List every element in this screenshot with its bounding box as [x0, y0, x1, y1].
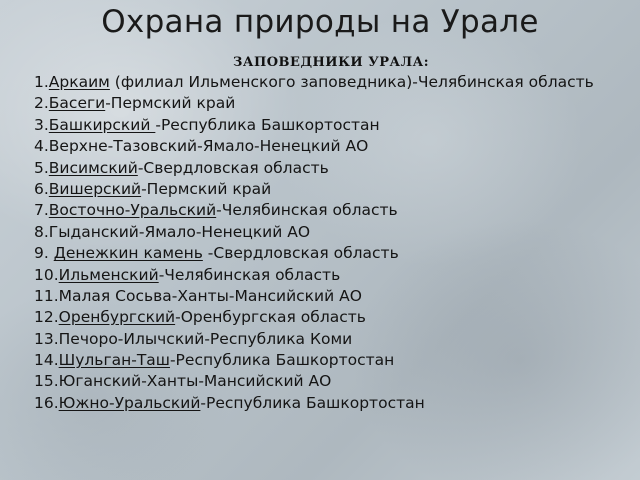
list-item [34, 352, 624, 369]
list-item [34, 74, 624, 91]
item-number: 14. [34, 351, 59, 370]
reserve-name: Печоро-Илычский [58, 329, 205, 348]
item-region: -Пермский край [141, 179, 272, 198]
item-region: -Свердловская область [137, 158, 329, 177]
reserve-name: Верхне-Тазовский [48, 137, 198, 156]
list-item [34, 288, 624, 305]
list-item [34, 373, 624, 390]
reserve-link-orenburgsky[interactable]: Оренбургский [58, 308, 176, 327]
reserve-link-denezhkin-kamen[interactable]: Денежкин камень [53, 244, 203, 263]
slide-subtitle: ЗАПОВЕДНИКИ УРАЛА: [232, 55, 429, 70]
reserve-link-bashkirsky[interactable]: Башкирский [48, 115, 156, 134]
item-number: 2. [34, 94, 49, 113]
reserve-link-ilmensky[interactable]: Ильменский [58, 265, 159, 284]
item-number: 9. [34, 244, 54, 263]
item-number: 16. [34, 393, 59, 412]
list-item [34, 395, 624, 412]
item-region: -Республика Башкортостан [200, 393, 425, 412]
item-number: 3. [34, 115, 49, 134]
item-region: -Пермский край [105, 94, 236, 113]
item-number: 1. [34, 73, 49, 91]
list-item [34, 224, 624, 241]
slide-title: Охрана природы на Урале [101, 4, 539, 40]
reserve-link-vishersky[interactable]: Вишерский [48, 179, 142, 198]
list-item [34, 245, 624, 262]
item-region: -Оренбургская область [175, 308, 366, 327]
reserve-list [34, 74, 624, 416]
item-region: (филиал Ильменского заповедника)-Челябинская область [109, 73, 594, 91]
item-number: 15. [34, 372, 59, 391]
reserve-link-vostochno-uralsky[interactable]: Восточно-Уральский [48, 201, 217, 220]
item-number: 5. [34, 158, 49, 177]
list-item [34, 267, 624, 284]
list-item [34, 331, 624, 348]
reserve-link-visimsky[interactable]: Висимский [48, 158, 138, 177]
item-number: 4. [34, 137, 49, 156]
reserve-link-shulgan-tash[interactable]: Шульган-Таш [58, 351, 170, 370]
list-item [34, 202, 624, 219]
item-number: 10. [34, 265, 59, 284]
reserve-name: Юганский [58, 372, 142, 391]
item-region: -Челябинская область [216, 201, 398, 220]
list-item [34, 160, 624, 177]
reserve-link-basegi[interactable]: Басеги [48, 94, 106, 113]
reserve-name: Гыданский [48, 222, 139, 241]
reserve-link-arkaim[interactable]: Аркаим [48, 73, 110, 91]
item-number: 12. [34, 308, 59, 327]
item-number: 8. [34, 222, 49, 241]
reserve-link-yuzhno-uralsky[interactable]: Южно-Уральский [58, 393, 201, 412]
item-region: -Республика Коми [204, 329, 353, 348]
list-item [34, 117, 624, 134]
item-region: -Ямало-Ненецкий АО [197, 137, 369, 156]
item-region: -Свердловская область [202, 244, 399, 263]
list-item [34, 181, 624, 198]
item-number: 7. [34, 201, 49, 220]
item-number: 11. [34, 286, 59, 305]
list-item [34, 138, 624, 155]
item-number: 13. [34, 329, 59, 348]
item-region: -Республика Башкортостан [155, 115, 380, 134]
item-region: -Республика Башкортостан [169, 351, 395, 370]
item-region: -Ямало-Ненецкий АО [138, 222, 311, 241]
list-item [34, 309, 624, 326]
item-region: -Ханты-Мансийский АО [141, 372, 332, 391]
reserve-name: Малая Сосьва [58, 286, 172, 305]
item-region: -Челябинская область [158, 265, 341, 284]
item-region: -Ханты-Мансийский АО [171, 286, 362, 305]
list-item [34, 95, 624, 112]
item-number: 6. [34, 179, 49, 198]
